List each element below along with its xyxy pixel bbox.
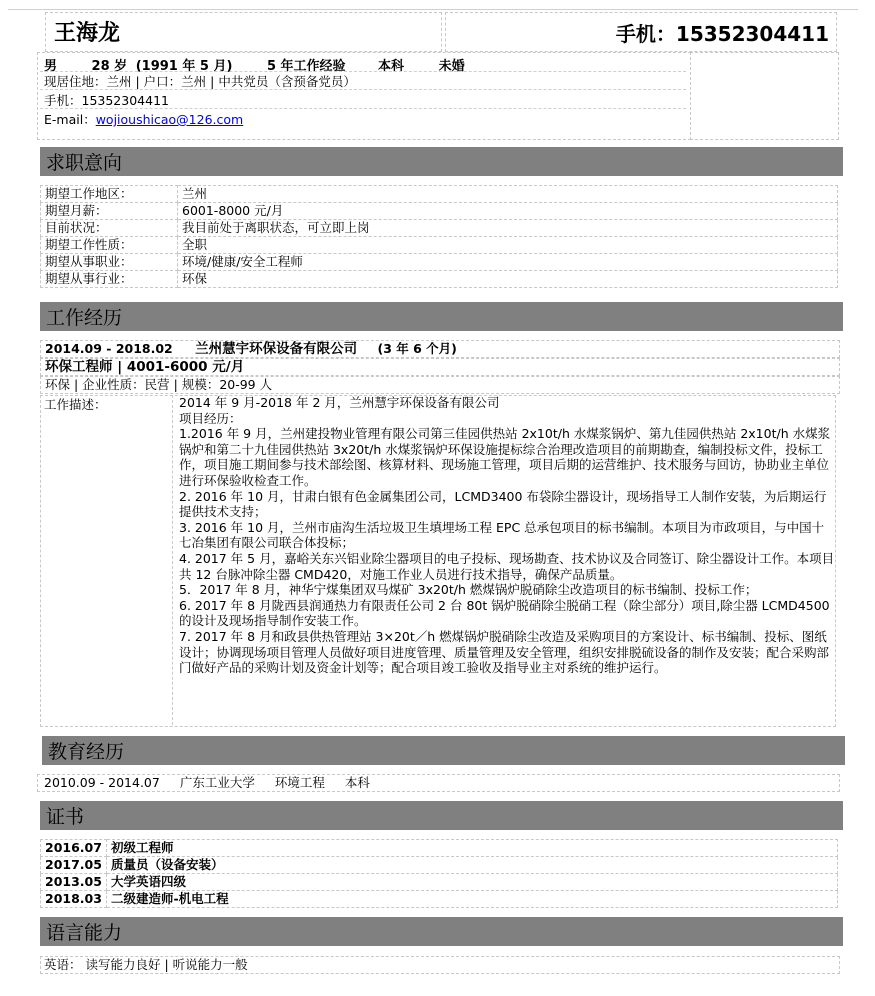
edu-major: 环境工程 (274, 775, 325, 790)
row-label: 期望从事职业： (41, 254, 178, 271)
education-row (37, 774, 840, 792)
row-value: 6001-8000 元/月 (178, 203, 838, 220)
row-label: 目前状况： (41, 220, 178, 237)
section-header-intention (40, 147, 843, 176)
cert-date: 2018.03 (41, 891, 107, 908)
work-experience-years: 5 年工作经验 (266, 59, 346, 74)
company-info: 环保 | 企业性质：民营 | 规模：20-99 人 (40, 376, 840, 394)
age: 28 岁 (91, 59, 128, 74)
row-value: 全职 (178, 237, 838, 254)
table-row (41, 254, 838, 271)
edu-degree: 本科 (344, 775, 370, 790)
section-title: 工作经历 (46, 307, 123, 329)
language-row: 英语： 读写能力良好 | 听说能力一般 (40, 956, 840, 974)
cert-date: 2013.05 (41, 874, 107, 891)
cert-date: 2017.05 (41, 857, 107, 874)
edu-school: 广东工业大学 (179, 775, 255, 790)
desc-paragraph: 2. 2016 年 10 月，甘肃白银有色金属集团公司，LCMD3400 布袋除尘器设计，现场指导工人制作安装，为后期运行提供技术支持； (179, 488, 827, 520)
email-line (44, 110, 243, 128)
row-value: 环境/健康/安全工程师 (178, 254, 838, 271)
desc-paragraph: 7. 2017 年 8 月和政县供热管理站 3×20t／h 燃煤锅炉脱硝除尘改造及采购项目的方案设计、标书编制、投标、图纸设计；协调现场项目管理人员做好项目进度管理、质量管理及安全管理，组织安排脱硫设备的制作及安装；配合采购部门做好产品的采购计划及资金计划等；配合项目竣工验收及指导业主对系统的维护运行。 (179, 628, 830, 676)
divider (40, 89, 686, 90)
job-description (179, 395, 835, 676)
table-row (41, 203, 838, 220)
table-row (41, 874, 838, 891)
section-title: 教育经历 (48, 741, 125, 763)
job-description-label: 工作描述： (44, 397, 107, 412)
cert-name: 大学英语四级 (106, 874, 837, 891)
desc-paragraph: 6. 2017 年 8 月陇西县润通热力有限责任公司 2 台 80t 锅炉脱硝除尘脱硝工程（除尘部分）项目,除尘器 LCMD4500 的设计及现场指导制作安装工作。 (179, 597, 830, 629)
table-row (41, 271, 838, 288)
section-header-language (40, 917, 843, 946)
intention-table (40, 185, 838, 288)
company-name: 兰州慧宇环保设备有限公司 (195, 341, 358, 357)
edu-period: 2010.09 - 2014.07 (44, 775, 160, 790)
section-header-work (40, 302, 843, 331)
email-link[interactable]: wojioushicao@126.com (95, 112, 244, 127)
job-duration: (3 年 6 个月) (377, 341, 457, 356)
row-label: 期望工作地区： (41, 186, 178, 203)
row-label: 期望月薪： (41, 203, 178, 220)
divider (172, 395, 173, 725)
gender: 男 (44, 59, 58, 74)
row-value: 兰州 (178, 186, 838, 203)
row-value: 环保 (178, 271, 838, 288)
degree: 本科 (378, 59, 405, 74)
cert-name: 初级工程师 (106, 840, 837, 857)
cert-name: 二级建造师-机电工程 (106, 891, 837, 908)
table-row (41, 237, 838, 254)
birth-date: (1991 年 5 月) (135, 59, 233, 74)
residence-line: 现居住地：兰州 | 户口：兰州 | 中共党员（含预备党员） (44, 74, 356, 89)
divider (40, 108, 686, 109)
desc-paragraph: 3. 2016 年 10 月，兰州市庙沟生活垃圾卫生填埋场工程 EPC 总承包项目的标书编制。本项目为市政项目，与中国十七冶集团有限公司联合体投标； (179, 519, 825, 551)
row-label: 期望从事行业： (41, 271, 178, 288)
marital-status: 未婚 (438, 59, 465, 74)
desc-paragraph: 5．2017 年 8 月，神华宁煤集团双马煤矿 3x20t/h 燃煤锅炉脱硝除尘改造项目的标书编制、投标工作； (179, 582, 758, 598)
table-row (41, 891, 838, 908)
section-header-certificates (40, 801, 843, 830)
phone-line: 手机：15352304411 (44, 93, 169, 108)
row-label: 期望工作性质： (41, 237, 178, 254)
candidate-name: 王海龙 (54, 21, 121, 46)
desc-paragraph: 4. 2017 年 5 月，嘉峪关东兴铝业除尘器项目的电子投标、现场勘查、技术协议及合同签订、除尘器设计工作。本项目共 12 台脉冲除尘器 CMD420，对施工作业人员进行技术指导，确保产品质量。 (179, 550, 835, 582)
row-value: 我目前处于离职状态，可立即上岗 (178, 220, 838, 237)
table-row (41, 840, 838, 857)
desc-paragraph: 项目经历： (179, 410, 242, 426)
photo-box (690, 52, 839, 140)
job-position: 环保工程师 | 4001-6000 元/月 (40, 358, 840, 376)
phone-headline: 手机：15352304411 (615, 22, 829, 46)
top-rule (8, 9, 858, 10)
section-title: 求职意向 (46, 152, 123, 174)
section-title: 证书 (46, 806, 85, 828)
table-row (41, 220, 838, 237)
cert-date: 2016.07 (41, 840, 107, 857)
job-period: 2014.09 - 2018.02 (45, 341, 173, 356)
cert-name: 质量员（设备安装） (106, 857, 837, 874)
section-header-education (42, 736, 845, 765)
table-row (41, 186, 838, 203)
email-label: E-mail： (44, 112, 96, 127)
desc-paragraph: 2014 年 9 月-2018 年 2 月，兰州慧宇环保设备有限公司 (179, 395, 500, 410)
table-row (41, 857, 838, 874)
section-title: 语言能力 (46, 922, 123, 944)
desc-paragraph: 1.2016 年 9 月，兰州建投物业管理有限公司第三佳园供热站 2x10t/h 水煤浆锅炉、第九佳园供热站 2x10t/h 水煤浆锅炉和第二十九佳园供热站 3x20t/h 水煤浆锅炉环保设施提标综合治理改造项目的前期勘查，编制投标文件，投标工作，项目施工期间参与技术部绘图、核算材料、现场施工管理，项目后期的运营维护、技术服务与回访，协助业主单位进行环保验收检查工作。 (179, 426, 831, 488)
certificates-table (40, 839, 838, 908)
job-header (40, 340, 840, 358)
